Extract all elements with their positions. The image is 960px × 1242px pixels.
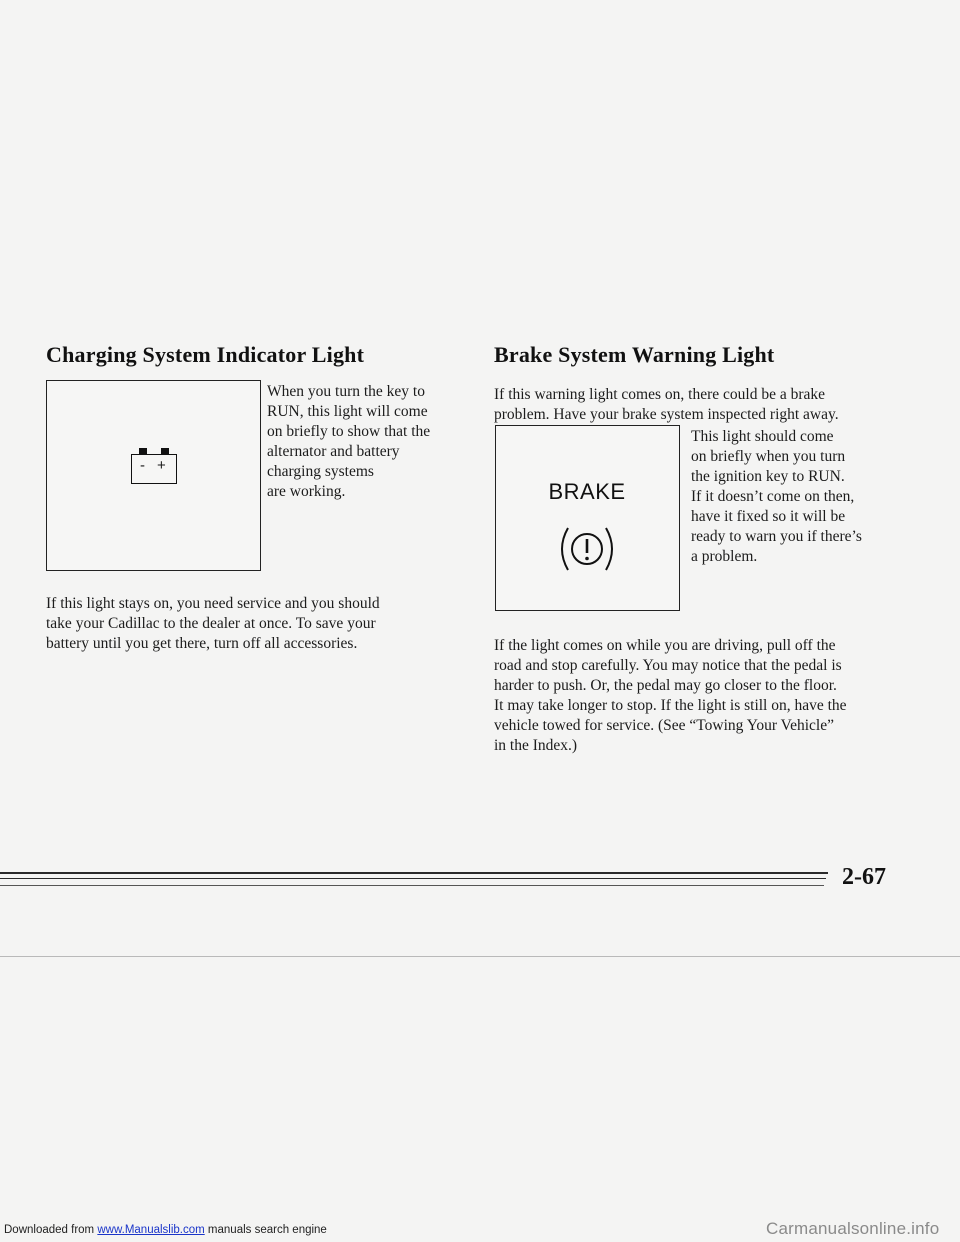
charging-heading: Charging System Indicator Light	[46, 342, 365, 367]
page-rule-top	[0, 872, 828, 874]
brake-side-text	[691, 427, 862, 567]
page-number: 2-67	[842, 864, 886, 890]
download-credit	[4, 1224, 327, 1236]
brake-side-line: the ignition key to RUN.	[691, 468, 845, 485]
brake-warning-icon	[554, 522, 620, 576]
brake-side-line: This light should come	[691, 428, 834, 445]
credit-prefix: Downloaded from	[4, 1224, 95, 1236]
carmanualsonline-watermark: Carmanualsonline.info	[766, 1219, 940, 1238]
charging-side-line: charging systems	[267, 463, 374, 480]
battery-minus-sign: -	[140, 457, 145, 474]
battery-icon	[131, 448, 177, 486]
brake-para-line: It may take longer to stop. If the light is still on, have the	[494, 697, 847, 714]
charging-side-line: are working.	[267, 483, 346, 500]
brake-lamp-label: BRAKE	[548, 479, 626, 504]
brake-para-line: If the light comes on while you are driving, pull off the	[494, 637, 836, 654]
manualslib-link[interactable]: www.Manualslib.com	[97, 1224, 205, 1236]
credit-suffix: manuals search engine	[207, 1224, 327, 1236]
page-bottom-edge	[0, 956, 960, 957]
brake-para-line: in the Index.)	[494, 737, 578, 754]
brake-side-line: ready to warn you if there’s	[691, 528, 862, 545]
page-rule-middle	[0, 878, 826, 879]
brake-side-line: on briefly when you turn	[691, 448, 846, 465]
brake-para-line: harder to push. Or, the pedal may go closer to the floor.	[494, 677, 837, 694]
charging-side-line: on briefly to show that the	[267, 423, 431, 440]
brake-intro	[494, 385, 839, 425]
brake-light-figure	[495, 425, 680, 611]
page-rule-bottom	[0, 885, 824, 886]
charging-para-line: take your Cadillac to the dealer at once. To save your	[46, 615, 376, 632]
charging-side-line: When you turn the key to	[267, 383, 425, 400]
brake-para-line: road and stop carefully. You may notice that the pedal is	[494, 657, 842, 674]
charging-side-line: RUN, this light will come	[267, 403, 428, 420]
brake-heading: Brake System Warning Light	[494, 342, 775, 367]
charging-side-line: alternator and battery	[267, 443, 400, 460]
brake-intro-line: problem. Have your brake system inspected right away.	[494, 406, 839, 423]
brake-side-line: If it doesn’t come on then,	[691, 488, 855, 505]
brake-side-line: a problem.	[691, 548, 758, 565]
brake-side-line: have it fixed so it will be	[691, 508, 846, 525]
charging-paragraph	[46, 594, 380, 654]
charging-para-line: battery until you get there, turn off all accessories.	[46, 635, 358, 652]
charging-para-line: If this light stays on, you need service and you should	[46, 595, 380, 612]
charging-light-figure	[46, 380, 261, 571]
brake-paragraph	[494, 636, 847, 756]
brake-intro-line: If this warning light comes on, there could be a brake	[494, 386, 825, 403]
brake-para-line: vehicle towed for service. (See “Towing Your Vehicle”	[494, 717, 834, 734]
battery-plus-sign: +	[157, 457, 166, 474]
charging-side-text	[267, 382, 430, 502]
